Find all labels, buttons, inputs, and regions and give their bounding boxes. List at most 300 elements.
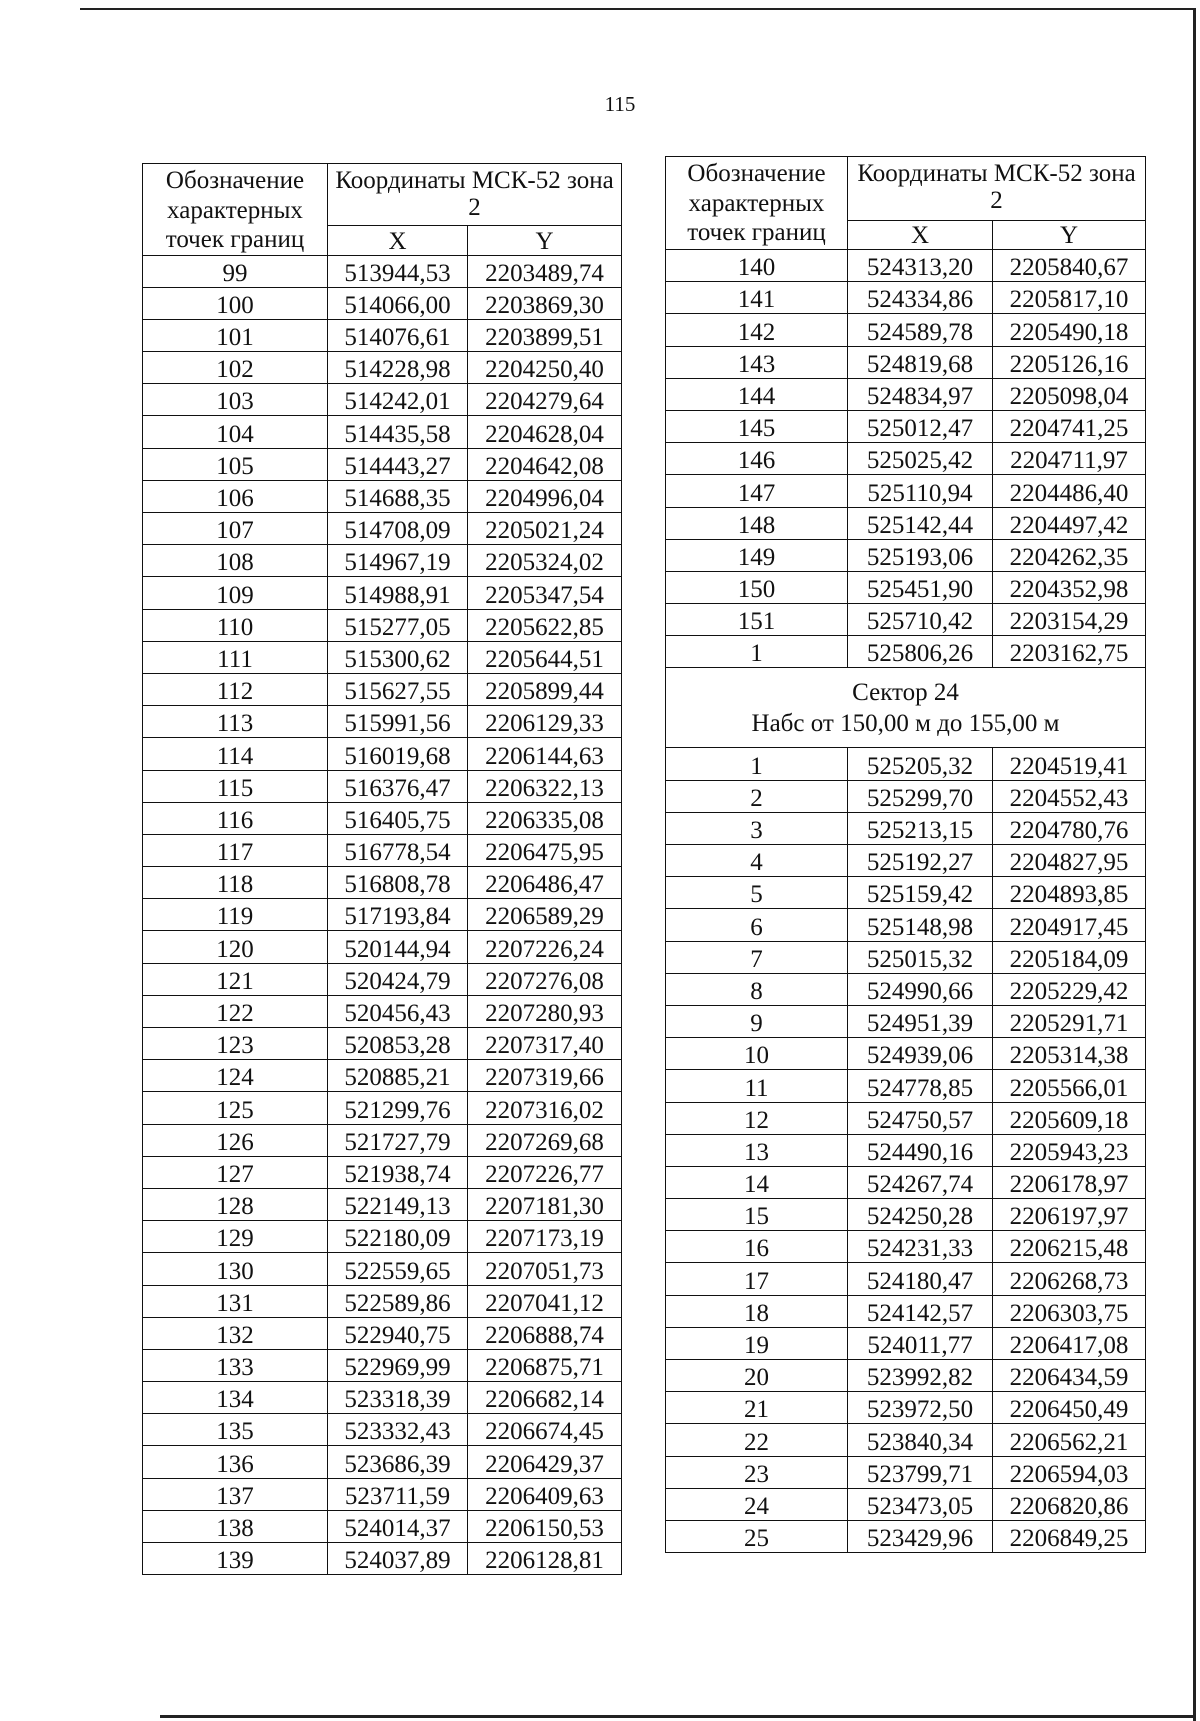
header-x: X xyxy=(328,226,468,255)
x-coordinate-cell: 525142,44 xyxy=(848,507,993,539)
x-coordinate-cell: 525205,32 xyxy=(848,748,993,780)
point-number-cell: 19 xyxy=(666,1327,848,1359)
y-coordinate-cell: 2206129,33 xyxy=(468,706,622,738)
x-coordinate-cell: 524267,74 xyxy=(848,1166,993,1198)
point-number-cell: 146 xyxy=(666,443,848,475)
page-number: 115 xyxy=(604,92,636,116)
y-coordinate-cell: 2205126,16 xyxy=(993,346,1146,378)
x-coordinate-cell: 524750,57 xyxy=(848,1102,993,1134)
table-row xyxy=(143,770,622,802)
table-row xyxy=(143,1221,622,1253)
table-row xyxy=(143,995,622,1027)
y-coordinate-cell: 2204486,40 xyxy=(993,475,1146,507)
table-row xyxy=(143,834,622,866)
point-number-cell: 5 xyxy=(666,877,848,909)
x-coordinate-cell: 516808,78 xyxy=(328,867,468,899)
coordinates-table-left xyxy=(142,163,622,1575)
page-border-top xyxy=(80,8,1196,10)
y-coordinate-cell: 2207226,77 xyxy=(468,1156,622,1188)
x-coordinate-cell: 524014,37 xyxy=(328,1510,468,1542)
y-coordinate-cell: 2204642,08 xyxy=(468,448,622,480)
table-row xyxy=(666,346,1146,378)
x-coordinate-cell: 520144,94 xyxy=(328,931,468,963)
y-coordinate-cell: 2205490,18 xyxy=(993,314,1146,346)
point-number-cell: 15 xyxy=(666,1199,848,1231)
point-number-cell: 1 xyxy=(666,748,848,780)
header-x: X xyxy=(848,221,993,250)
point-number-cell: 132 xyxy=(143,1317,328,1349)
x-coordinate-cell: 523972,50 xyxy=(848,1392,993,1424)
sector-subtitle: Набс от 150,00 м до 155,00 м xyxy=(751,709,1060,737)
table-row xyxy=(143,255,622,287)
point-number-cell: 2 xyxy=(666,780,848,812)
x-coordinate-cell: 524142,57 xyxy=(848,1295,993,1327)
y-coordinate-cell: 2205622,85 xyxy=(468,609,622,641)
point-number-cell: 16 xyxy=(666,1231,848,1263)
table-row xyxy=(143,319,622,351)
table-row xyxy=(143,963,622,995)
table-row xyxy=(143,384,622,416)
x-coordinate-cell: 513944,53 xyxy=(328,255,468,287)
y-coordinate-cell: 2206150,53 xyxy=(468,1510,622,1542)
y-coordinate-cell: 2207173,19 xyxy=(468,1221,622,1253)
point-number-cell: 108 xyxy=(143,545,328,577)
point-number-cell: 106 xyxy=(143,480,328,512)
x-coordinate-cell: 523473,05 xyxy=(848,1488,993,1520)
y-coordinate-cell: 2206128,81 xyxy=(468,1543,622,1575)
x-coordinate-cell: 524819,68 xyxy=(848,346,993,378)
table-row xyxy=(143,416,622,448)
table-row xyxy=(143,1446,622,1478)
point-number-cell: 101 xyxy=(143,319,328,351)
coordinates-table-right xyxy=(665,156,1146,1553)
x-coordinate-cell: 515991,56 xyxy=(328,706,468,738)
x-coordinate-cell: 522559,65 xyxy=(328,1253,468,1285)
y-coordinate-cell: 2204279,64 xyxy=(468,384,622,416)
point-number-cell: 123 xyxy=(143,1028,328,1060)
x-coordinate-cell: 516376,47 xyxy=(328,770,468,802)
y-coordinate-cell: 2206215,48 xyxy=(993,1231,1146,1263)
table-row xyxy=(143,1382,622,1414)
y-coordinate-cell: 2207276,08 xyxy=(468,963,622,995)
table-row xyxy=(143,1414,622,1446)
x-coordinate-cell: 515277,05 xyxy=(328,609,468,641)
point-number-cell: 137 xyxy=(143,1478,328,1510)
y-coordinate-cell: 2206335,08 xyxy=(468,802,622,834)
table-row xyxy=(666,1263,1146,1295)
y-coordinate-cell: 2204262,35 xyxy=(993,539,1146,571)
table-row xyxy=(666,604,1146,636)
x-coordinate-cell: 524313,20 xyxy=(848,250,993,282)
point-number-cell: 148 xyxy=(666,507,848,539)
point-number-cell: 133 xyxy=(143,1349,328,1381)
y-coordinate-cell: 2206268,73 xyxy=(993,1263,1146,1295)
header-y: Y xyxy=(993,221,1146,250)
y-coordinate-cell: 2205644,51 xyxy=(468,641,622,673)
table-row xyxy=(143,1028,622,1060)
y-coordinate-cell: 2204628,04 xyxy=(468,416,622,448)
x-coordinate-cell: 525025,42 xyxy=(848,443,993,475)
table-row xyxy=(666,1327,1146,1359)
table-row xyxy=(143,1060,622,1092)
header-designation: Обозначение характерных точек границ xyxy=(666,157,848,250)
point-number-cell: 99 xyxy=(143,255,328,287)
x-coordinate-cell: 523711,59 xyxy=(328,1478,468,1510)
y-coordinate-cell: 2205229,42 xyxy=(993,973,1146,1005)
y-coordinate-cell: 2205324,02 xyxy=(468,545,622,577)
point-number-cell: 21 xyxy=(666,1392,848,1424)
point-number-cell: 136 xyxy=(143,1446,328,1478)
table-row xyxy=(666,748,1146,780)
x-coordinate-cell: 521299,76 xyxy=(328,1092,468,1124)
y-coordinate-cell: 2205291,71 xyxy=(993,1005,1146,1037)
point-number-cell: 139 xyxy=(143,1543,328,1575)
y-coordinate-cell: 2206562,21 xyxy=(993,1424,1146,1456)
table-row xyxy=(143,641,622,673)
x-coordinate-cell: 524589,78 xyxy=(848,314,993,346)
y-coordinate-cell: 2205184,09 xyxy=(993,941,1146,973)
y-coordinate-cell: 2205566,01 xyxy=(993,1070,1146,1102)
table-row xyxy=(666,282,1146,314)
header-designation: Обозначение характерных точек границ xyxy=(143,164,328,256)
point-number-cell: 140 xyxy=(666,250,848,282)
y-coordinate-cell: 2204780,76 xyxy=(993,812,1146,844)
table-row xyxy=(143,513,622,545)
table-row xyxy=(666,539,1146,571)
table-row xyxy=(143,1510,622,1542)
x-coordinate-cell: 514443,27 xyxy=(328,448,468,480)
point-number-cell: 126 xyxy=(143,1124,328,1156)
x-coordinate-cell: 514228,98 xyxy=(328,352,468,384)
table-row xyxy=(666,571,1146,603)
x-coordinate-cell: 523318,39 xyxy=(328,1382,468,1414)
y-coordinate-cell: 2205021,24 xyxy=(468,513,622,545)
point-number-cell: 151 xyxy=(666,604,848,636)
x-coordinate-cell: 514066,00 xyxy=(328,287,468,319)
point-number-cell: 14 xyxy=(666,1166,848,1198)
table-row xyxy=(666,1231,1146,1263)
x-coordinate-cell: 521727,79 xyxy=(328,1124,468,1156)
x-coordinate-cell: 524231,33 xyxy=(848,1231,993,1263)
point-number-cell: 142 xyxy=(666,314,848,346)
point-number-cell: 149 xyxy=(666,539,848,571)
point-number-cell: 17 xyxy=(666,1263,848,1295)
x-coordinate-cell: 525110,94 xyxy=(848,475,993,507)
y-coordinate-cell: 2206888,74 xyxy=(468,1317,622,1349)
table-row xyxy=(666,877,1146,909)
y-coordinate-cell: 2206486,47 xyxy=(468,867,622,899)
y-coordinate-cell: 2203869,30 xyxy=(468,287,622,319)
x-coordinate-cell: 523429,96 xyxy=(848,1520,993,1552)
y-coordinate-cell: 2206178,97 xyxy=(993,1166,1146,1198)
table-row xyxy=(666,1424,1146,1456)
y-coordinate-cell: 2203489,74 xyxy=(468,255,622,287)
x-coordinate-cell: 522180,09 xyxy=(328,1221,468,1253)
x-coordinate-cell: 524778,85 xyxy=(848,1070,993,1102)
table-row xyxy=(666,1456,1146,1488)
y-coordinate-cell: 2206429,37 xyxy=(468,1446,622,1478)
table-row xyxy=(666,410,1146,442)
point-number-cell: 121 xyxy=(143,963,328,995)
x-coordinate-cell: 520853,28 xyxy=(328,1028,468,1060)
table-row xyxy=(143,448,622,480)
table-row xyxy=(143,352,622,384)
y-coordinate-cell: 2204996,04 xyxy=(468,480,622,512)
x-coordinate-cell: 524180,47 xyxy=(848,1263,993,1295)
y-coordinate-cell: 2205098,04 xyxy=(993,378,1146,410)
point-number-cell: 4 xyxy=(666,845,848,877)
y-coordinate-cell: 2207041,12 xyxy=(468,1285,622,1317)
header-y: Y xyxy=(468,226,622,255)
x-coordinate-cell: 523332,43 xyxy=(328,1414,468,1446)
y-coordinate-cell: 2205840,67 xyxy=(993,250,1146,282)
header-coordinates: Координаты МСК-52 зона 2 xyxy=(328,164,622,226)
y-coordinate-cell: 2206322,13 xyxy=(468,770,622,802)
y-coordinate-cell: 2206682,14 xyxy=(468,1382,622,1414)
point-number-cell: 150 xyxy=(666,571,848,603)
y-coordinate-cell: 2204552,43 xyxy=(993,780,1146,812)
y-coordinate-cell: 2204711,97 xyxy=(993,443,1146,475)
point-number-cell: 1 xyxy=(666,636,848,668)
y-coordinate-cell: 2203162,75 xyxy=(993,636,1146,668)
table-row xyxy=(666,250,1146,282)
x-coordinate-cell: 522969,99 xyxy=(328,1349,468,1381)
point-number-cell: 103 xyxy=(143,384,328,416)
table-row xyxy=(143,1317,622,1349)
point-number-cell: 104 xyxy=(143,416,328,448)
table-row xyxy=(143,1188,622,1220)
x-coordinate-cell: 524939,06 xyxy=(848,1038,993,1070)
table-row xyxy=(666,1199,1146,1231)
y-coordinate-cell: 2207317,40 xyxy=(468,1028,622,1060)
table-row xyxy=(666,507,1146,539)
y-coordinate-cell: 2207319,66 xyxy=(468,1060,622,1092)
x-coordinate-cell: 525159,42 xyxy=(848,877,993,909)
table-row xyxy=(143,1092,622,1124)
table-row xyxy=(143,1543,622,1575)
table-row xyxy=(666,1005,1146,1037)
table-row xyxy=(666,1134,1146,1166)
y-coordinate-cell: 2206409,63 xyxy=(468,1478,622,1510)
table-row xyxy=(666,1038,1146,1070)
y-coordinate-cell: 2205817,10 xyxy=(993,282,1146,314)
x-coordinate-cell: 524490,16 xyxy=(848,1134,993,1166)
point-number-cell: 138 xyxy=(143,1510,328,1542)
x-coordinate-cell: 516778,54 xyxy=(328,834,468,866)
table-row xyxy=(143,802,622,834)
x-coordinate-cell: 524334,86 xyxy=(848,282,993,314)
y-coordinate-cell: 2204827,95 xyxy=(993,845,1146,877)
x-coordinate-cell: 525015,32 xyxy=(848,941,993,973)
point-number-cell: 125 xyxy=(143,1092,328,1124)
y-coordinate-cell: 2205899,44 xyxy=(468,673,622,705)
x-coordinate-cell: 514242,01 xyxy=(328,384,468,416)
table-row xyxy=(666,780,1146,812)
point-number-cell: 18 xyxy=(666,1295,848,1327)
point-number-cell: 128 xyxy=(143,1188,328,1220)
page-border-right xyxy=(1193,8,1196,1721)
table-row xyxy=(666,1520,1146,1552)
x-coordinate-cell: 522940,75 xyxy=(328,1317,468,1349)
x-coordinate-cell: 523992,82 xyxy=(848,1360,993,1392)
table-row xyxy=(143,577,622,609)
x-coordinate-cell: 520885,21 xyxy=(328,1060,468,1092)
point-number-cell: 113 xyxy=(143,706,328,738)
x-coordinate-cell: 522589,86 xyxy=(328,1285,468,1317)
x-coordinate-cell: 524250,28 xyxy=(848,1199,993,1231)
x-coordinate-cell: 525806,26 xyxy=(848,636,993,668)
y-coordinate-cell: 2207316,02 xyxy=(468,1092,622,1124)
table-row xyxy=(143,609,622,641)
x-coordinate-cell: 523840,34 xyxy=(848,1424,993,1456)
table-row xyxy=(666,1360,1146,1392)
table-row xyxy=(143,867,622,899)
x-coordinate-cell: 525451,90 xyxy=(848,571,993,603)
point-number-cell: 11 xyxy=(666,1070,848,1102)
point-number-cell: 116 xyxy=(143,802,328,834)
point-number-cell: 114 xyxy=(143,738,328,770)
x-coordinate-cell: 525012,47 xyxy=(848,410,993,442)
table-row xyxy=(666,909,1146,941)
table-row xyxy=(143,738,622,770)
header-coordinates: Координаты МСК-52 зона 2 xyxy=(848,157,1146,221)
point-number-cell: 100 xyxy=(143,287,328,319)
point-number-cell: 9 xyxy=(666,1005,848,1037)
y-coordinate-cell: 2207051,73 xyxy=(468,1253,622,1285)
table-row xyxy=(143,545,622,577)
y-coordinate-cell: 2204741,25 xyxy=(993,410,1146,442)
y-coordinate-cell: 2205347,54 xyxy=(468,577,622,609)
x-coordinate-cell: 517193,84 xyxy=(328,899,468,931)
point-number-cell: 134 xyxy=(143,1382,328,1414)
point-number-cell: 135 xyxy=(143,1414,328,1446)
x-coordinate-cell: 524037,89 xyxy=(328,1543,468,1575)
sector-header-row xyxy=(666,668,1146,748)
y-coordinate-cell: 2206303,75 xyxy=(993,1295,1146,1327)
x-coordinate-cell: 515627,55 xyxy=(328,673,468,705)
point-number-cell: 23 xyxy=(666,1456,848,1488)
point-number-cell: 124 xyxy=(143,1060,328,1092)
y-coordinate-cell: 2203154,29 xyxy=(993,604,1146,636)
page-border-bottom xyxy=(160,1715,1196,1718)
x-coordinate-cell: 523686,39 xyxy=(328,1446,468,1478)
y-coordinate-cell: 2206144,63 xyxy=(468,738,622,770)
point-number-cell: 144 xyxy=(666,378,848,410)
x-coordinate-cell: 525193,06 xyxy=(848,539,993,571)
table-row xyxy=(143,1124,622,1156)
table-row xyxy=(666,845,1146,877)
x-coordinate-cell: 524011,77 xyxy=(848,1327,993,1359)
point-number-cell: 145 xyxy=(666,410,848,442)
table-row xyxy=(143,1349,622,1381)
point-number-cell: 6 xyxy=(666,909,848,941)
y-coordinate-cell: 2206434,59 xyxy=(993,1360,1146,1392)
table-row xyxy=(666,1392,1146,1424)
point-number-cell: 12 xyxy=(666,1102,848,1134)
sector-header xyxy=(666,668,1146,748)
table-row xyxy=(143,673,622,705)
point-number-cell: 143 xyxy=(666,346,848,378)
x-coordinate-cell: 520424,79 xyxy=(328,963,468,995)
point-number-cell: 130 xyxy=(143,1253,328,1285)
point-number-cell: 7 xyxy=(666,941,848,973)
x-coordinate-cell: 520456,43 xyxy=(328,995,468,1027)
point-number-cell: 118 xyxy=(143,867,328,899)
point-number-cell: 131 xyxy=(143,1285,328,1317)
y-coordinate-cell: 2206820,86 xyxy=(993,1488,1146,1520)
y-coordinate-cell: 2203899,51 xyxy=(468,319,622,351)
y-coordinate-cell: 2206450,49 xyxy=(993,1392,1146,1424)
y-coordinate-cell: 2206475,95 xyxy=(468,834,622,866)
point-number-cell: 107 xyxy=(143,513,328,545)
y-coordinate-cell: 2206875,71 xyxy=(468,1349,622,1381)
table-row xyxy=(143,287,622,319)
table-row xyxy=(143,931,622,963)
point-number-cell: 111 xyxy=(143,641,328,673)
table-row xyxy=(143,1253,622,1285)
y-coordinate-cell: 2204497,42 xyxy=(993,507,1146,539)
table-row xyxy=(143,480,622,512)
x-coordinate-cell: 524951,39 xyxy=(848,1005,993,1037)
y-coordinate-cell: 2206594,03 xyxy=(993,1456,1146,1488)
table-row xyxy=(666,1102,1146,1134)
x-coordinate-cell: 514708,09 xyxy=(328,513,468,545)
x-coordinate-cell: 514435,58 xyxy=(328,416,468,448)
y-coordinate-cell: 2205943,23 xyxy=(993,1134,1146,1166)
point-number-cell: 117 xyxy=(143,834,328,866)
y-coordinate-cell: 2204893,85 xyxy=(993,877,1146,909)
x-coordinate-cell: 525213,15 xyxy=(848,812,993,844)
table-row xyxy=(666,636,1146,668)
y-coordinate-cell: 2207181,30 xyxy=(468,1188,622,1220)
x-coordinate-cell: 514967,19 xyxy=(328,545,468,577)
y-coordinate-cell: 2205609,18 xyxy=(993,1102,1146,1134)
point-number-cell: 20 xyxy=(666,1360,848,1392)
y-coordinate-cell: 2205314,38 xyxy=(993,1038,1146,1070)
point-number-cell: 8 xyxy=(666,973,848,1005)
table-row xyxy=(666,1295,1146,1327)
point-number-cell: 122 xyxy=(143,995,328,1027)
y-coordinate-cell: 2207269,68 xyxy=(468,1124,622,1156)
y-coordinate-cell: 2206417,08 xyxy=(993,1327,1146,1359)
x-coordinate-cell: 514076,61 xyxy=(328,319,468,351)
table-row xyxy=(666,378,1146,410)
table-row xyxy=(143,899,622,931)
y-coordinate-cell: 2204519,41 xyxy=(993,748,1146,780)
table-row xyxy=(666,1166,1146,1198)
sector-title: Сектор 24 xyxy=(852,678,959,706)
point-number-cell: 22 xyxy=(666,1424,848,1456)
x-coordinate-cell: 524990,66 xyxy=(848,973,993,1005)
table-row xyxy=(143,1285,622,1317)
point-number-cell: 110 xyxy=(143,609,328,641)
x-coordinate-cell: 516405,75 xyxy=(328,802,468,834)
x-coordinate-cell: 516019,68 xyxy=(328,738,468,770)
table-row xyxy=(143,1478,622,1510)
point-number-cell: 119 xyxy=(143,899,328,931)
point-number-cell: 112 xyxy=(143,673,328,705)
point-number-cell: 109 xyxy=(143,577,328,609)
point-number-cell: 120 xyxy=(143,931,328,963)
table-row xyxy=(666,1070,1146,1102)
y-coordinate-cell: 2206197,97 xyxy=(993,1199,1146,1231)
point-number-cell: 129 xyxy=(143,1221,328,1253)
point-number-cell: 24 xyxy=(666,1488,848,1520)
x-coordinate-cell: 521938,74 xyxy=(328,1156,468,1188)
point-number-cell: 115 xyxy=(143,770,328,802)
y-coordinate-cell: 2207226,24 xyxy=(468,931,622,963)
table-row xyxy=(143,1156,622,1188)
